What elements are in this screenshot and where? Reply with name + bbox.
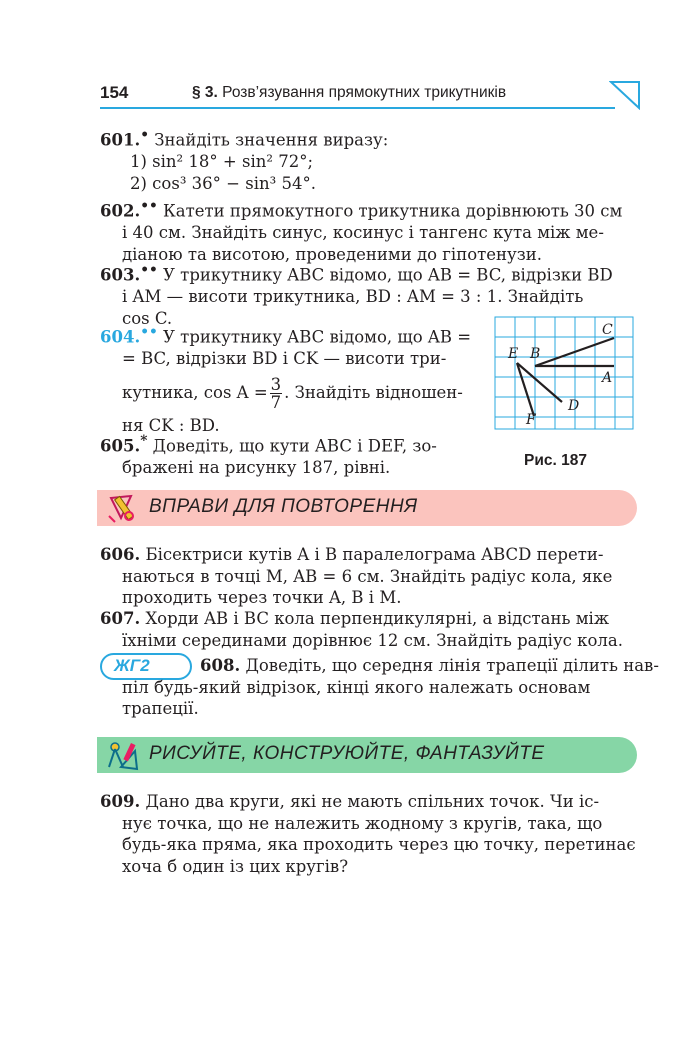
- difficulty-mark: *: [140, 433, 148, 449]
- header-rule: [100, 107, 615, 109]
- problem-601: [100, 125, 640, 194]
- problem-608: [100, 655, 659, 720]
- problem-text: ня CK : BD.: [122, 415, 220, 435]
- problem-text: У трикутнику ABC відомо, що AB = BC, відрізки BD: [163, 265, 613, 285]
- problem-subitem: 2) cos³ 36° − sin³ 54°.: [130, 173, 316, 193]
- label-A: A: [602, 370, 613, 386]
- zhg2-badge-label: ЖГ2: [114, 656, 150, 675]
- problem-text: Доведіть, що кути ABC і DEF, зо-: [152, 436, 437, 456]
- pencil-triangle-icon: [105, 492, 141, 524]
- problem-605: [100, 431, 480, 479]
- page-number: 154: [100, 83, 129, 102]
- difficulty-mark: ••: [140, 198, 158, 214]
- difficulty-mark: ••: [140, 324, 158, 340]
- label-E: E: [508, 346, 519, 362]
- problem-number: 607.: [100, 609, 141, 628]
- problem-number: 605.: [100, 436, 141, 456]
- problem-number: 602.: [100, 201, 141, 221]
- problem-number: 604.: [100, 327, 141, 347]
- difficulty-mark: •: [140, 127, 149, 143]
- problem-text: піл будь-який відрізок, кінці якого належать основам: [122, 677, 591, 697]
- problem-text: Бісектриси кутів A і B паралелограма ABCD перети-: [145, 545, 604, 564]
- problem-602: [100, 196, 640, 265]
- problem-number: 603.: [100, 265, 141, 285]
- figure-caption: Рис. 187: [524, 452, 587, 469]
- problem-number: 608.: [200, 656, 241, 675]
- problem-606: [100, 544, 640, 609]
- fraction: [270, 376, 283, 411]
- draw-construct-banner: [97, 737, 637, 773]
- problem-text: . Знайдіть відношен-: [284, 382, 463, 402]
- problem-text: Катети прямокутного трикутника дорівнюють 30 см: [163, 201, 623, 221]
- fraction-numerator: 3: [270, 374, 282, 394]
- problem-text: Доведіть, що середня лінія трапеції ділить нав-: [245, 656, 659, 675]
- problem-text: У трикутнику ABC відомо, що AB =: [163, 327, 472, 347]
- label-C: C: [602, 322, 613, 338]
- label-D: D: [568, 398, 580, 414]
- problem-text: cos C.: [122, 308, 173, 328]
- problem-text: діаною та висотою, проведеними до гіпотенузи.: [122, 244, 542, 264]
- problem-text: Хорди AB і BC кола перпендикулярні, а відстань між: [145, 609, 610, 628]
- problem-text: нує точка, що не належить жодному з кругів, така, що: [122, 813, 603, 833]
- problem-text: будь-яка пряма, яка проходить через цю точку, перетинає: [122, 835, 636, 854]
- review-exercises-banner: [97, 490, 637, 526]
- problem-text: кутника, cos A =: [122, 382, 268, 402]
- problem-609: [100, 791, 640, 877]
- problem-607: [100, 608, 640, 651]
- problem-text: їхніми серединами дорівнює 12 см. Знайдіть радіус кола.: [122, 630, 623, 650]
- label-F: F: [526, 412, 536, 428]
- problem-text: хоча б один із цих кругів?: [122, 856, 349, 876]
- section-title: [192, 84, 506, 102]
- problem-number: 601.: [100, 130, 141, 150]
- problem-text: і 40 см. Знайдіть синус, косинус і тангенс кута між ме-: [122, 223, 604, 242]
- section-mark: § 3.: [192, 84, 218, 101]
- problem-number: 606.: [100, 545, 141, 564]
- difficulty-mark: ••: [140, 262, 158, 278]
- section-title-text: Розв’язування прямокутних трикутників: [222, 84, 507, 101]
- banner-title: РИСУЙТЕ, КОНСТРУЮЙТЕ, ФАНТАЗУЙТЕ: [149, 743, 545, 764]
- problem-subitem: 1) sin² 18° + sin² 72°;: [130, 152, 314, 171]
- figure-187: [492, 314, 640, 432]
- problem-text-line: [100, 376, 480, 411]
- problem-number: 609.: [100, 792, 141, 811]
- problem-text: наються в точці M, AB = 6 см. Знайдіть радіус кола, яке: [122, 566, 613, 586]
- problem-text: трапеції.: [122, 699, 199, 718]
- drawing-tools-icon: [105, 739, 141, 771]
- problem-text: і AM — висоти трикутника, BD : AM = 3 : 1. Знайдіть: [122, 287, 584, 306]
- corner-triangle-icon: [609, 80, 641, 110]
- problem-text: Знайдіть значення виразу:: [154, 130, 389, 150]
- problem-text: Дано два круги, які не мають спільних точок. Чи іс-: [145, 792, 600, 811]
- problem-text: проходить через точки A, B і M.: [122, 588, 402, 607]
- fraction-denominator: 7: [270, 392, 282, 412]
- problem-text: бражені на рисунку 187, рівні.: [122, 458, 391, 477]
- problem-text: = BC, відрізки BD і CK — висоти три-: [122, 349, 447, 368]
- problem-604: [100, 322, 480, 436]
- page-header: [100, 80, 640, 110]
- label-B: B: [530, 346, 541, 362]
- banner-title: ВПРАВИ ДЛЯ ПОВТОРЕННЯ: [149, 496, 418, 517]
